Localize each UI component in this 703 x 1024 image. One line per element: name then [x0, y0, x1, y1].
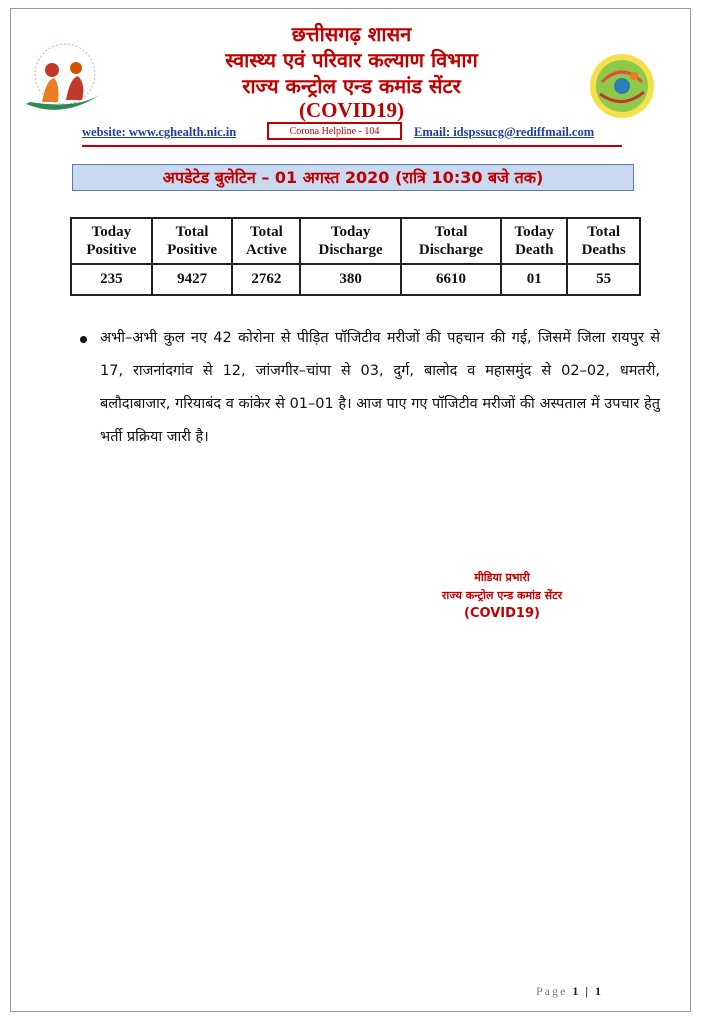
header-cell-line: Total	[587, 224, 621, 240]
header-cell-line: Total	[434, 224, 468, 240]
stats-table	[70, 217, 641, 296]
contact-divider	[82, 145, 622, 147]
signature-title: मीडिया प्रभारी	[474, 571, 530, 584]
header-cell-line: Death	[515, 242, 554, 258]
contact-bar	[82, 122, 622, 144]
bullet-icon	[80, 336, 87, 343]
header-covid: (COVID19)	[299, 98, 404, 122]
value-total-active: 2762	[232, 264, 300, 295]
header-cell-line: Today	[330, 224, 371, 240]
header-total-positive	[152, 218, 233, 264]
header-today-discharge	[300, 218, 400, 264]
value-total-deaths: 55	[567, 264, 640, 295]
header-cell-line: Discharge	[318, 242, 383, 258]
helpline-box: Corona Helpline - 104	[267, 122, 402, 140]
website-link[interactable]: website: www.cghealth.nic.in	[82, 125, 237, 139]
header-total-active	[232, 218, 300, 264]
signature-office: राज्य कन्ट्रोल एन्ड कमांड सेंटर	[441, 589, 563, 602]
value-today-discharge: 380	[300, 264, 400, 295]
header-cell-line: Total	[250, 224, 283, 240]
stats-value-row	[71, 264, 640, 295]
value-total-discharge: 6610	[401, 264, 501, 295]
value-today-death: 01	[501, 264, 567, 295]
header-cell-line: Total	[175, 224, 209, 240]
header-total-deaths	[567, 218, 640, 264]
header-cell-line: Positive	[86, 242, 137, 258]
page-number	[536, 984, 603, 999]
header-cell-line: Discharge	[418, 242, 484, 258]
header-govt: छत्तीसगढ़ शासन	[291, 22, 412, 46]
header-total-discharge	[401, 218, 501, 264]
header-cell-line: Positive	[167, 242, 218, 258]
signature-covid: (COVID19)	[464, 606, 540, 621]
page-label: Page	[536, 984, 568, 998]
page-border	[10, 8, 691, 1012]
header-cell-line: Today	[91, 224, 132, 240]
header-today-death	[501, 218, 567, 264]
page-number-value: 1 | 1	[572, 984, 603, 998]
value-today-positive: 235	[71, 264, 152, 295]
stats-header-row	[71, 218, 640, 264]
bulletin-title: अपडेटेड बुलेटिन – 01 अगस्त 2020 (रात्रि 10:30 बजे तक)	[72, 164, 634, 191]
header-cell-line: Today	[514, 224, 554, 240]
header-cell-line: Active	[246, 242, 287, 258]
header-today-positive	[71, 218, 152, 264]
header-cell-line: Deaths	[581, 242, 626, 258]
header-control-center: राज्य कन्ट्रोल एन्ड कमांड सेंटर	[242, 74, 461, 98]
header-department: स्वास्थ्य एवं परिवार कल्याण विभाग	[225, 48, 478, 72]
bulletin-paragraph: अभी–अभी कुल नए 42 कोरोना से पीड़ित पॉजिटीव मरीजों की पहचान की गई, जिसमें जिला रायपुर से 17, राजनांदगांव से 12, जांजगीर–चांपा से 03, दुर्ग, बालोद व महासमुंद से 02–02, धमतरी, बलौदाबाजार, गरियाबंद व कांकेर से 01–01 है। आज पाए गए पॉजिटीव मरीजों की अस्पताल में उपचार हेतु भर्ती प्रक्रिया जारी है।	[100, 330, 660, 445]
value-total-positive: 9427	[152, 264, 233, 295]
email-link[interactable]: Email: idspssucg@rediffmail.com	[414, 125, 595, 139]
